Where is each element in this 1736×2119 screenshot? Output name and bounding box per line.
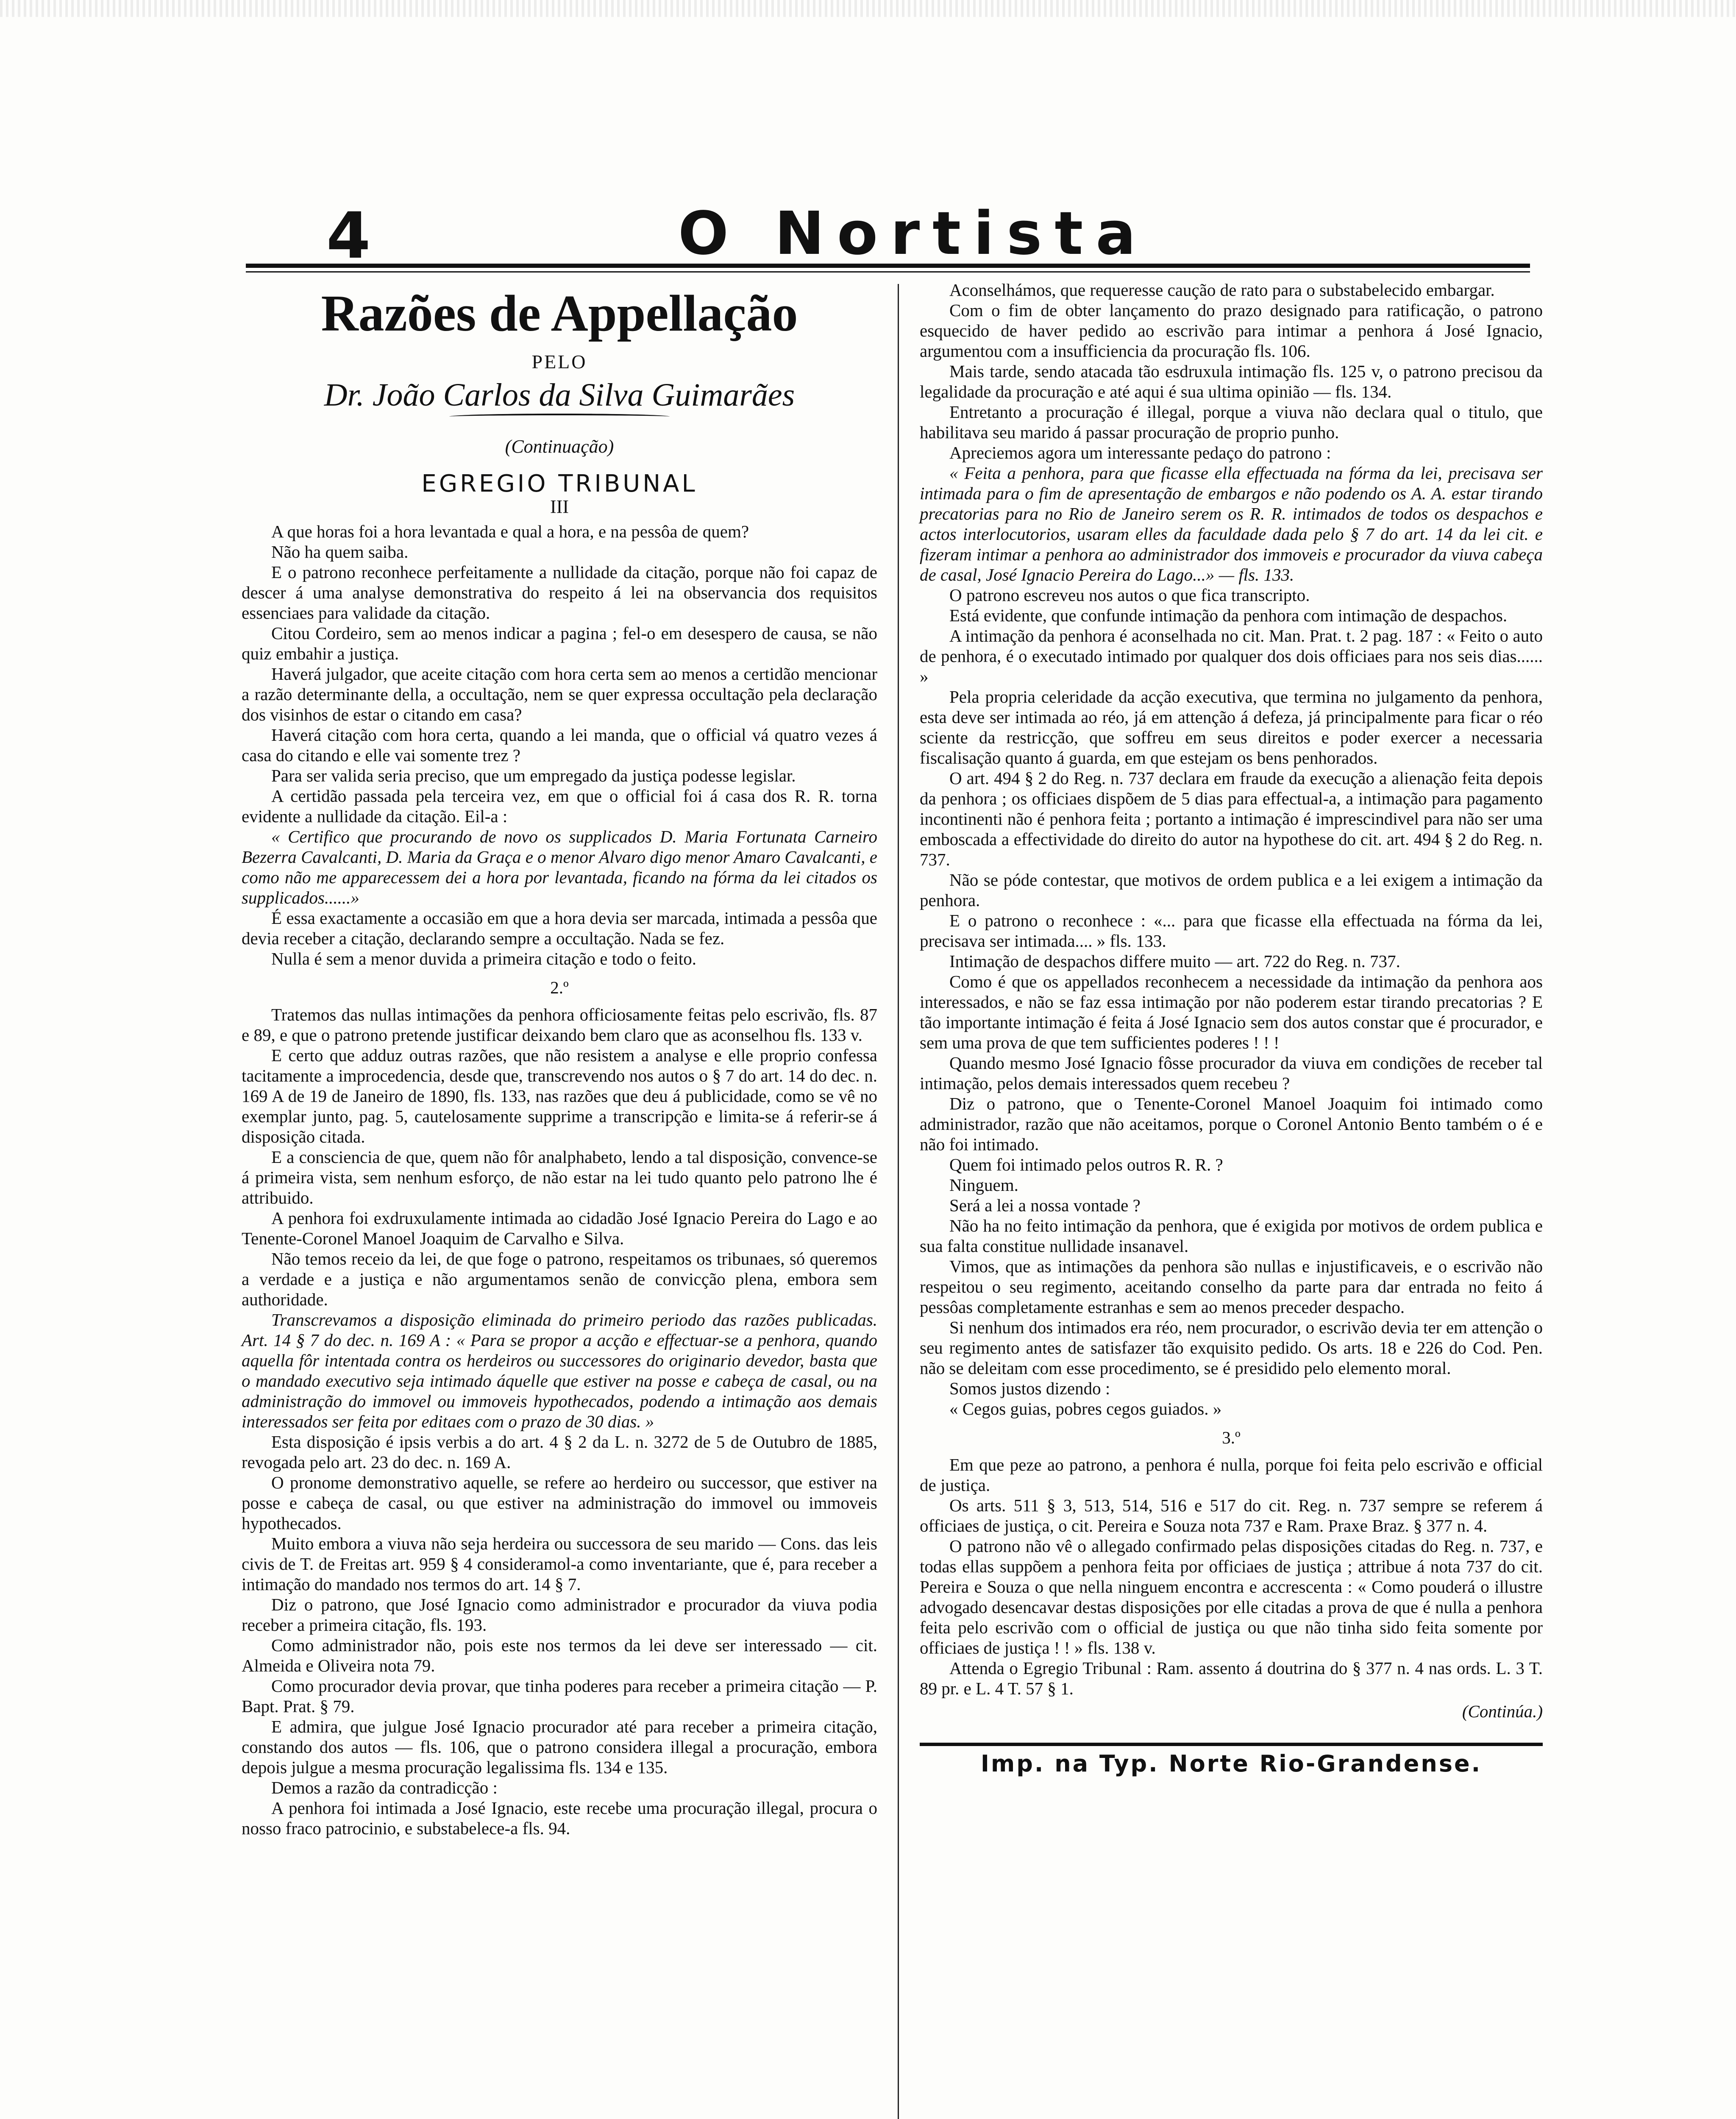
paragraph: Citou Cordeiro, sem ao menos indicar a pagina ; fel-o em desespero de causa, se não quiz embahir a justiça. (242, 623, 877, 663)
paragraph: Quando mesmo José Ignacio fôsse procurador da viuva em condições de receber tal intimação, pelos demais interessados quem recebeu ? (920, 1053, 1543, 1093)
paragraph: Em que peze ao patrono, a penhora é nulla, porque foi feita pelo escrivão e official de justiça. (920, 1455, 1543, 1495)
paragraph: Apreciemos agora um interessante pedaço do patrono : (949, 443, 1331, 462)
article-pelo: PELO (531, 351, 587, 373)
paragraph: Aconselhámos, que requeresse caução de rato para o substabelecido embargar. (949, 280, 1495, 300)
paragraph: Será a lei a nossa vontade ? (949, 1196, 1141, 1215)
paragraph: Como administrador não, pois este nos termos da lei deve ser interessado — cit. Almeida e Oliveira nota 79. (242, 1635, 877, 1675)
masthead-rule-thin (246, 271, 1530, 273)
paragraph: Os arts. 511 § 3, 513, 514, 516 e 517 do cit. Reg. n. 737 sempre se referem á officiaes de justiça, o cit. Pereira e Souza nota 737 e Ram. Praxe Braz. § 377 n. 4. (920, 1496, 1543, 1535)
paragraph: Diz o patrono, que o Tenente-Coronel Manoel Joaquim foi intimado como administrador, razão que não aceitamos, porque o Coronel Antonio Bento também o é e não foi intimado. (920, 1094, 1543, 1154)
subsection-number-2: 3.º (1222, 1428, 1241, 1447)
paragraph: Para ser valida seria preciso, que um empregado da justiça podesse legislar. (271, 766, 796, 785)
paragraph: Si nenhum dos intimados era réo, nem procurador, o escrivão devia ter em attenção o seu regimento antes de satisfazer tão exquisito pedido. Os arts. 18 e 226 do Cod. Pen. não se deleitam com esse procedimento, se é presidido pelo elemento moral. (920, 1318, 1543, 1378)
paragraph: Está evidente, que confunde intimação da penhora com intimação de despachos. (949, 606, 1508, 625)
paragraph: Tratemos das nullas intimações da penhora officiosamente feitas pelo escrivão, fls. 87 e 89, e que o patrono pretende justificar deixando bem claro que as aconselhou fls. 133 v. (242, 1005, 877, 1045)
left-paragraphs (242, 521, 877, 969)
paragraph: Não se póde contestar, que motivos de ordem publica e a lei exigem a intimação da penhora. (920, 870, 1543, 910)
paragraph: Intimação de despachos differe muito — art. 722 do Reg. n. 737. (949, 951, 1400, 971)
paragraph: Como é que os appellados reconhecem a necessidade da intimação da penhora aos interessados, e não se faz essa intimação por não poderem estar tirando precatorias ? E tão importante intimação é feita á José Ignacio sem dos autos constar que é procurador, e sem uma prova de que tem sufficientes poderes ! ! ! (920, 972, 1543, 1052)
paragraph: Diz o patrono, que José Ignacio como administrador e procurador da viuva podia receber a primeira citação, fls. 193. (242, 1595, 877, 1635)
paragraph: E o patrono reconhece perfeitamente a nullidade da citação, porque não foi capaz de descer á uma analyse demonstrativa do respeito á lei na observancia dos requisitos essenciaes para validade da citação. (242, 562, 877, 623)
paragraph: Não ha no feito intimação da penhora, que é exigida por motivos de ordem publica e sua falta constitue nullidade insanavel. (920, 1216, 1543, 1256)
paragraph: O art. 494 § 2 do Reg. n. 737 declara em fraude da execução a alienação feita depois da penhora ; os officiaes dispõem de 5 dias para effectual-a, a intimação para pagamento incontinenti não é penhora feita ; portanto a intimação é imprescindivel para não ser uma emboscada a effectividade do direito do autor na hypothese do cit. art. 494 § 2 do Reg. n. 737. (920, 768, 1543, 869)
scan-noise-top (0, 0, 1736, 17)
masthead (237, 199, 1551, 273)
continua-note: (Continúa.) (1462, 1702, 1543, 1721)
paragraph: Quem foi intimado pelos outros R. R. ? (949, 1155, 1223, 1174)
subsection-number: 2.º (550, 978, 569, 997)
paper-name: O Nortista (678, 199, 1149, 268)
left-column (242, 280, 877, 1838)
left-paragraphs-2 (242, 1004, 877, 1838)
paragraph: A intimação da penhora é aconselhada no cit. Man. Prat. t. 2 pag. 187 : « Feito o auto de penhora, é o executado intimado por qualquer dos dois officiaes para nos seis dias...... » (920, 626, 1543, 686)
paragraph: Entretanto a procuração é illegal, porque a viuva não declara qual o titulo, que habilitava seu marido á passar procuração de proprio punho. (920, 402, 1543, 442)
paragraph: E o patrono o reconhece : «... para que ficasse ella effectuada na fórma da lei, precisava ser intimada.... » fls. 133. (920, 911, 1543, 951)
paragraph: E a consciencia de que, quem não fôr analphabeto, lendo a tal disposição, convence-se á primeira vista, sem nenhum esforço, de não estar na lei tudo quanto pelo patrono lhe é attribuido. (242, 1147, 877, 1207)
imprint-rule (920, 1743, 1543, 1746)
paragraph: Não ha quem saiba. (271, 542, 409, 562)
paragraph: Como procurador devia provar, que tinha poderes para receber a primeira citação — P. Bapt. Prat. § 79. (242, 1676, 877, 1716)
paragraph: A certidão passada pela terceira vez, em que o official foi á casa dos R. R. torna evidente a nullidade da citação. Eil-a : (242, 786, 877, 826)
paragraph: Esta disposição é ipsis verbis a do art. 4 § 2 da L. n. 3272 de 5 de Outubro de 1885, revogada pelo art. 23 do dec. n. 169 A. (242, 1432, 877, 1472)
paragraph: Ninguem. (949, 1175, 1018, 1195)
paragraph: Attenda o Egregio Tribunal : Ram. assento á doutrina do § 377 n. 4 nas ords. L. 3 T. 89 pr. e L. 4 T. 57 § 1. (920, 1658, 1543, 1698)
paragraph: Demos a razão da contradicção : (271, 1778, 498, 1797)
paragraph: Haverá citação com hora certa, quando a lei manda, que o official vá quatro vezes á casa do citando e elle vai somente trez ? (242, 725, 877, 765)
ornament-divider (449, 414, 670, 420)
right-paragraphs (920, 280, 1543, 1419)
paragraph: « Certifico que procurando de novo os supplicados D. Maria Fortunata Carneiro Bezerra Cavalcanti, D. Maria da Graça e o menor Alvaro digo menor Amaro Cavalcanti, e como não me apparecessem dei a hora por levantada, ficando na fórma da lei citados os supplicados......» (242, 827, 877, 907)
right-column (920, 280, 1543, 1777)
paragraph: O patrono não vê o allegado confirmado pelas disposições citadas do Reg. n. 737, e todas ellas suppõem a penhora feita por officiaes de justiça ; attribue á nota 737 do cit. Pereira e Souza o que nella ninguem encontra e accrescenta : « Como pouderá o illustre advogado desencavar destas disposições por elle citadas a prova de que é nulla a penhora feita pelo escrivão com o official de justiça ou que não tinha sido feita somente por officiaes de justiça ! ! » fls. 138 v. (920, 1536, 1543, 1657)
paragraph: O pronome demonstrativo aquelle, se refere ao herdeiro ou successor, que estiver na posse e cabeça de casal, ou que estiver na administração do immovel ou immoveis hypothecados. (242, 1473, 877, 1533)
paragraph: Haverá julgador, que aceite citação com hora certa sem ao menos a certidão mencionar a razão determinante della, a occultação, nem se quer expressa occultação pela declaração dos visinhos de estar o citando em casa? (242, 664, 877, 724)
paragraph: Pela propria celeridade da acção executiva, que termina no julgamento da penhora, esta deve ser intimada ao réo, já em attenção á defeza, já principalmente para ficar o réo sciente da restricção, que soffreu em seus direitos e poder exercer a necessaria fiscalisação quanto á guarda, em que estejam os bens penhorados. (920, 687, 1543, 768)
continuation-note: (Continuação) (505, 436, 614, 457)
paragraph: Com o fim de obter lançamento do prazo designado para ratificação, o patrono esquecido de haver pedido ao escrivão para intimar a penhora á José Ignacio, argumentou com a insufficiencia da procuração fls. 106. (920, 300, 1543, 361)
paragraph: Vimos, que as intimações da penhora são nullas e injustificaveis, e o escrivão não respeitou o seu regimento, aceitando conselho da parte para dar entrada no feito á pessôas completamente estranhas e sem ao menos preceder despacho. (920, 1257, 1543, 1317)
paragraph: Mais tarde, sendo atacada tão esdruxula intimação fls. 125 v, o patrono precisou da legalidade da procuração e até aqui é sua ultima opinião — fls. 134. (920, 362, 1543, 401)
masthead-rule (246, 264, 1530, 268)
paragraph: « Cegos guias, pobres cegos guiados. » (949, 1399, 1222, 1418)
section-title: EGREGIO TRIBUNAL (421, 470, 698, 498)
page-number: 4 (326, 199, 371, 273)
printer-imprint: Imp. na Typ. Norte Rio-Grandense. (980, 1750, 1482, 1777)
paragraph: Não temos receio da lei, de que foge o patrono, respeitamos os tribunaes, só queremos a verdade e a justiça e não argumentamos senão de convicção plena, embora sem authoridade. (242, 1249, 877, 1309)
paragraph: Muito embora a viuva não seja herdeira ou successora de seu marido — Cons. das leis civis de T. de Freitas art. 959 § 4 consideramol-a como inventariante, que é, para receber a intimação do mandado nos termos do art. 14 § 7. (242, 1534, 877, 1594)
section-number: III (550, 496, 569, 517)
article-headline: Razões de Appellação (321, 285, 798, 342)
paragraph: É essa exactamente a occasião em que a hora devia ser marcada, intimada a pessôa que devia receber a citação, declarando sempre a occultação. Nada se fez. (242, 908, 877, 948)
paragraph: Nulla é sem a menor duvida a primeira citação e todo o feito. (271, 949, 696, 968)
paragraph: O patrono escreveu nos autos o que fica transcripto. (949, 585, 1310, 605)
column-divider (898, 284, 899, 2119)
article-author: Dr. João Carlos da Silva Guimarães (324, 377, 795, 413)
paragraph: A penhora foi intimada a José Ignacio, este recebe uma procuração illegal, procura o nosso fraco patrocinio, e substabelece-a fls. 94. (242, 1798, 877, 1838)
paragraph: Transcrevamos a disposição eliminada do primeiro periodo das razões publicadas. Art. 14 § 7 do dec. n. 169 A : « Para se propor a acção e effectuar-se a penhora, quando aquella fôr intentada contra os herdeiros ou successores do originario devedor, basta que o mandado executivo seja intimado áquelle que estiver na posse e cabeça de casal, ou na administração do immovel ou immoveis hypothecados, podendo a intimação aos demais interessados ser feita por editaes com o prazo de 30 dias. » (242, 1310, 877, 1431)
paragraph: Somos justos dizendo : (949, 1379, 1110, 1398)
paragraph: A que horas foi a hora levantada e qual a hora, e na pessôa de quem? (271, 522, 749, 541)
paragraph: E certo que adduz outras razões, que não resistem a analyse e elle proprio confessa tacitamente a improcedencia, desde que, transcrevendo nos autos o § 7 do art. 14 do dec. n. 169 A de 19 de Janeiro de 1890, fls. 133, nas razões que deu á publicidade, como se vê no exemplar junto, pag. 5, cautelosamente supprime a transcripção e limita-se á referir-se á disposição citada. (242, 1046, 877, 1146)
paragraph: A penhora foi exdruxulamente intimada ao cidadão José Ignacio Pereira do Lago e ao Tenente-Coronel Manoel Joaquim de Carvalho e Silva. (242, 1208, 877, 1248)
paragraph: E admira, que julgue José Ignacio procurador até para receber a primeira citação, constando dos autos — fls. 106, que o patrono considera illegal a procuração, embora depois julgue a mesma procuração legalissima fls. 134 e 135. (242, 1717, 877, 1777)
right-paragraphs-2 (920, 1454, 1543, 1699)
paragraph: « Feita a penhora, para que ficasse ella effectuada na fórma da lei, precisava ser intimada para o fim de apresentação de embargos e não podendo os A. A. estar tirando precatorias para no Rio de Janeiro serem os R. R. intimados de todos os despachos e actos interlocutorios, usaram elles da faculdade dada pelo § 7 do art. 14 da lei cit. e fizeram intimar a penhora ao administrador dos immoveis e procurador da viuva cabeça de casal, José Ignacio Pereira do Lago...» — fls. 133. (920, 463, 1543, 584)
